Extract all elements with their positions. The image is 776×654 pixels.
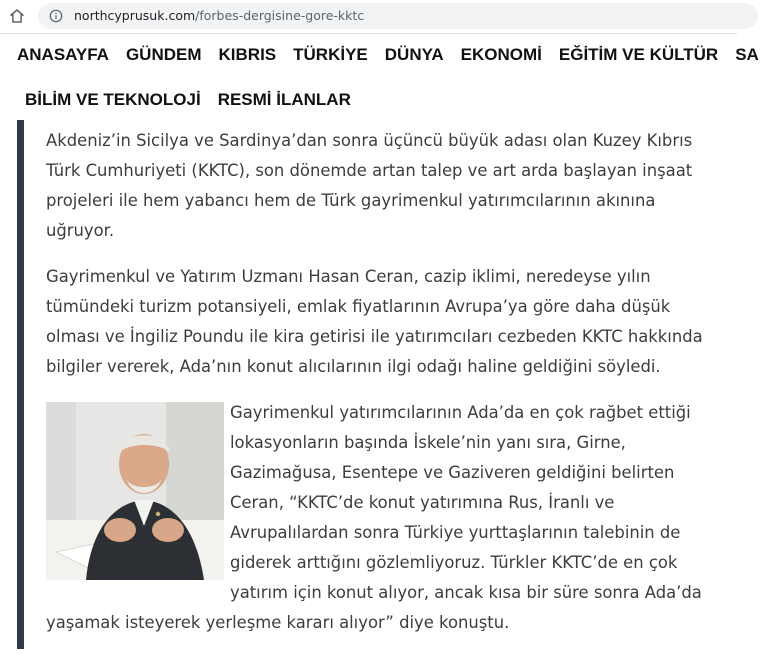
nav-item-egitim-ve-kultur[interactable]: EĞİTİM VE KÜLTÜR [558, 45, 719, 64]
site-navigation [0, 34, 759, 120]
article-content [17, 120, 744, 649]
url-path: /forbes-dergisine-gore-kktc [195, 8, 365, 23]
nav-item-dunya[interactable]: DÜNYA [384, 45, 444, 64]
home-button[interactable] [6, 5, 28, 27]
nav-item-truncated[interactable]: SA [735, 45, 759, 64]
browser-toolbar [0, 0, 737, 34]
nav-item-kibris[interactable]: KIBRIS [218, 45, 277, 64]
nav-item-resmi-ilanlar[interactable]: RESMİ İLANLAR [217, 90, 351, 109]
url-host: northcyprusuk.com [74, 8, 196, 23]
article-paragraph-1: Akdeniz’in Sicilya ve Sardinya’dan sonra üçüncü büyük adası olan Kuzey Kıbrıs Türk Cumhuriyeti (KKTC), son dönemde artan talep ve art arda başlayan inşaat projeleri ile hem yabancı hem de Türk gayrimenkul yatırımcılarının akınına uğruyor. [46, 131, 693, 240]
nav-row-primary [17, 44, 776, 66]
article-body [46, 126, 711, 654]
info-icon[interactable] [48, 8, 64, 24]
nav-item-turkiye[interactable]: TÜRKİYE [293, 45, 368, 64]
nav-item-bilim-ve-teknoloji[interactable]: BİLİM VE TEKNOLOJİ [25, 90, 201, 109]
nav-row-secondary [25, 89, 368, 111]
author-photo [46, 402, 224, 580]
article-paragraph-3: Gayrimenkul yatırımcılarının Ada’da en çok rağbet ettiği lokasyonların başında İskele’nin yanı sıra, Girne, Gazimağusa, Esentepe ve Gaziveren geldiğini belirten Ceran, “KKTC’de konut yatırımına Rus, İranlı ve Avrupalılardan sonra Türkiye yurttaşlarının talebinin de giderek arttığını gözlemliyoruz. Türkler KKTC’de en çok yatırım için konut alıyor, ancak kısa bir süre sonra Ada’da yaşamak isteyerek yerleşme kararı alıyor” diye konuştu. [46, 403, 702, 632]
nav-item-gundem[interactable]: GÜNDEM [125, 45, 202, 64]
article-paragraph-2: Gayrimenkul ve Yatırım Uzmanı Hasan Ceran, cazip iklimi, neredeyse yılın tümündeki turizm potansiyeli, emlak fiyatlarının Avrupa’ya göre daha düşük olması ve İngiliz Poundu ile kira getirisi ile yatırımcıları cezbeden KKTC hakkında bilgiler vererek, Ada’nın konut alıcılarının ilgi odağı haline geldiğini söyledi. [46, 267, 703, 376]
nav-item-anasayfa[interactable]: ANASAYFA [17, 45, 109, 64]
portrait-illustration [46, 402, 224, 580]
url-text[interactable] [74, 8, 364, 24]
address-bar[interactable] [38, 3, 758, 29]
home-icon [8, 7, 26, 25]
nav-item-ekonomi[interactable]: EKONOMİ [460, 45, 542, 64]
